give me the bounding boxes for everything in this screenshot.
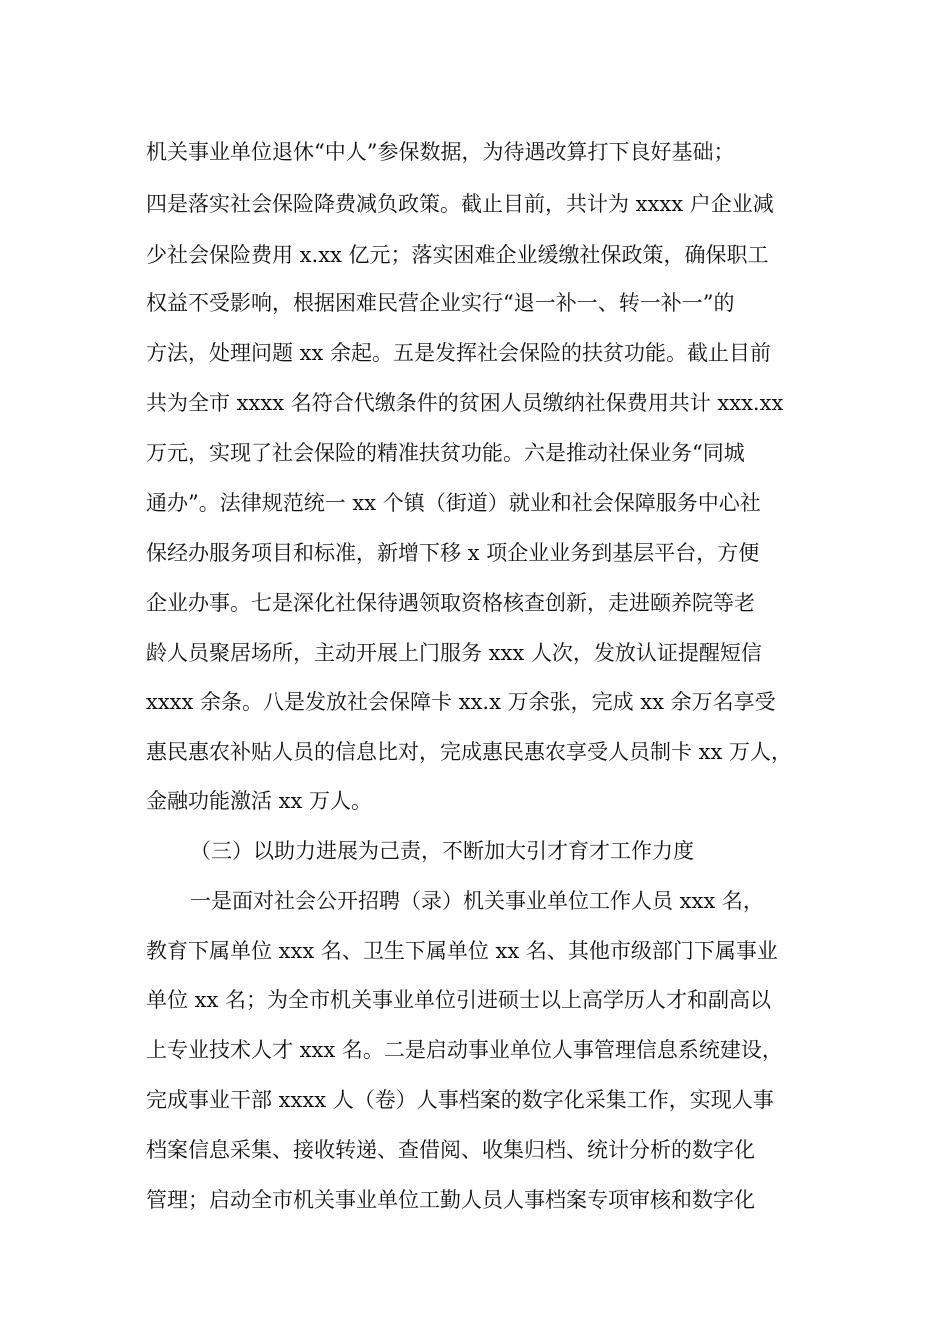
text-line: 惠民惠农补贴人员的信息比对，完成惠民惠农享受人员制卡 xx 万人， bbox=[146, 740, 793, 764]
text-line: 管理；启动全市机关事业单位工勤人员人事档案专项审核和数字化 bbox=[146, 1188, 755, 1212]
text-line: 机关事业单位退休“中人”参保数据，为待遇改算打下良好基础； bbox=[146, 140, 735, 164]
text-line: 龄人员聚居场所，主动开展上门服务 xxx 人次，发放认证提醒短信 bbox=[146, 641, 762, 665]
text-line: 教育下属单位 xxx 名、卫生下属单位 xx 名、其他市级部门下属事业 bbox=[146, 939, 778, 963]
text-line: 共为全市 xxxx 名符合代缴条件的贫困人员缴纳社保费用共计 xxx.xx bbox=[146, 391, 784, 415]
text-line: xxxx 余条。八是发放社会保障卡 xx.x 万余张，完成 xx 余万名享受 bbox=[146, 690, 776, 714]
text-line: 上专业技术人才 xxx 名。二是启动事业单位人事管理信息系统建设， bbox=[146, 1038, 783, 1062]
text-line: 金融功能激活 xx 万人。 bbox=[146, 789, 373, 813]
text-line: 单位 xx 名；为全市机关事业单位引进硕士以上高学历人才和副高以 bbox=[146, 988, 772, 1012]
text-line: 保经办服务项目和标准，新增下移 x 项企业业务到基层平台，方便 bbox=[146, 541, 760, 565]
paragraph-first-line: 一是面对社会公开招聘（录）机关事业单位工作人员 xxx 名， bbox=[190, 889, 764, 913]
text-line: 方法，处理问题 xx 余起。五是发挥社会保险的扶贫功能。截止目前 bbox=[146, 341, 772, 365]
text-line: 通办”。法律规范统一 xx 个镇（街道）就业和社会保障服务中心社 bbox=[146, 491, 761, 515]
text-line: 档案信息采集、接收转递、查借阅、收集归档、统计分析的数字化 bbox=[146, 1138, 755, 1162]
text-line: 企业办事。七是深化社保待遇领取资格核查创新，走进颐养院等老 bbox=[146, 591, 755, 615]
text-line: 万元，实现了社会保险的精准扶贫功能。六是推动社保业务“同城 bbox=[146, 441, 745, 465]
text-line: 完成事业干部 xxxx 人（卷）人事档案的数字化采集工作，实现人事 bbox=[146, 1088, 774, 1112]
section-heading: （三）以助力进展为己责，不断加大引才育才工作力度 bbox=[190, 839, 694, 863]
text-line: 四是落实社会保险降费减负政策。截止目前，共计为 xxxx 户企业减 bbox=[146, 192, 774, 216]
text-line: 权益不受影响，根据困难民营企业实行“退一补一、转一补一”的 bbox=[146, 291, 735, 315]
text-line: 少社会保险费用 x.xx 亿元；落实困难企业缓缴社保政策，确保职工 bbox=[146, 243, 769, 267]
